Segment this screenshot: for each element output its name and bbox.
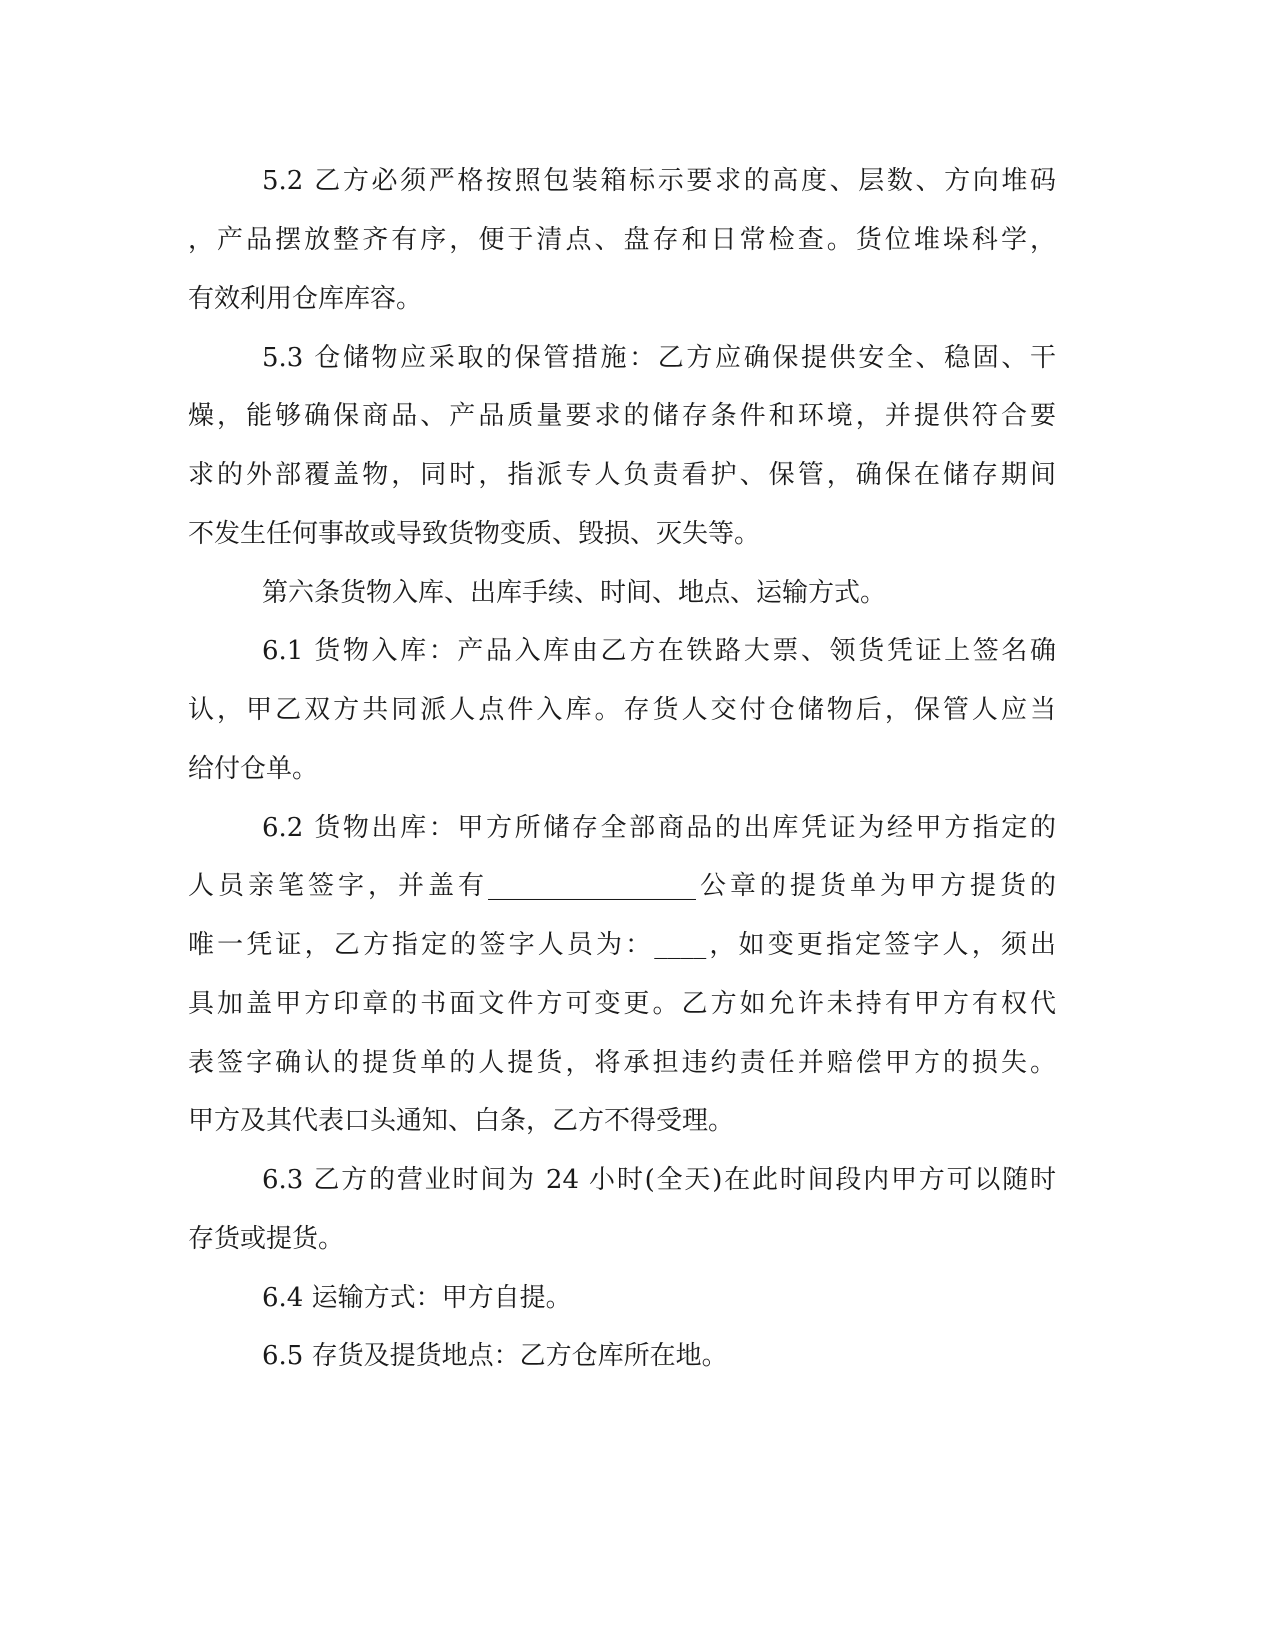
clause-6-1-line-3: 给付仓单。 (188, 754, 319, 784)
article-six-heading: 第六条货物入库、出库手续、时间、地点、运输方式。 (262, 578, 887, 608)
clause-5-3-line-1: 5.3 仓储物应采取的保管措施：乙方应确保提供安全、稳固、干 (262, 343, 1056, 373)
clause-5-2-line-3: 有效利用仓库库容。 (188, 284, 423, 314)
clause-5-3-line-2: 燥，能够确保商品、产品质量要求的储存条件和环境，并提供符合要 (188, 401, 1056, 431)
clause-6-2-line-3: 唯一凭证，乙方指定的签字人员为：____，如变更指定签字人，须出 (188, 930, 1056, 960)
clause-5-3-line-3: 求的外部覆盖物，同时，指派专人负责看护、保管，确保在储存期间 (188, 460, 1056, 490)
clause-6-4: 6.4 运输方式：甲方自提。 (262, 1283, 572, 1313)
clause-5-2-line-2: ，产品摆放整齐有序，便于清点、盘存和日常检查。货位堆垛科学， (188, 225, 1056, 255)
clause-6-5: 6.5 存货及提货地点：乙方仓库所在地。 (262, 1341, 728, 1371)
clause-6-2-line-1: 6.2 货物出库：甲方所储存全部商品的出库凭证为经甲方指定的 (262, 813, 1056, 843)
clause-6-2-line-2: 人员亲笔签字，并盖有________________公章的提货单为甲方提货的 (188, 871, 1056, 901)
clause-6-1-line-1: 6.1 货物入库：产品入库由乙方在铁路大票、领货凭证上签名确 (262, 636, 1056, 666)
clause-6-3-line-1: 6.3 乙方的营业时间为 24 小时(全天)在此时间段内甲方可以随时 (262, 1165, 1056, 1195)
clause-6-2-line-4: 具加盖甲方印章的书面文件方可变更。乙方如允许未持有甲方有权代 (188, 989, 1056, 1019)
clause-5-2-line-1: 5.2 乙方必须严格按照包装箱标示要求的高度、层数、方向堆码 (262, 166, 1056, 196)
clause-6-2-line-5: 表签字确认的提货单的人提货，将承担违约责任并赔偿甲方的损失。 (188, 1048, 1056, 1078)
clause-6-2-line-6: 甲方及其代表口头通知、白条，乙方不得受理。 (188, 1106, 735, 1136)
clause-6-1-line-2: 认，甲乙双方共同派人点件入库。存货人交付仓储物后，保管人应当 (188, 695, 1056, 725)
clause-5-3-line-4: 不发生任何事故或导致货物变质、毁损、灭失等。 (188, 519, 761, 549)
clause-6-3-line-2: 存货或提货。 (188, 1224, 345, 1254)
